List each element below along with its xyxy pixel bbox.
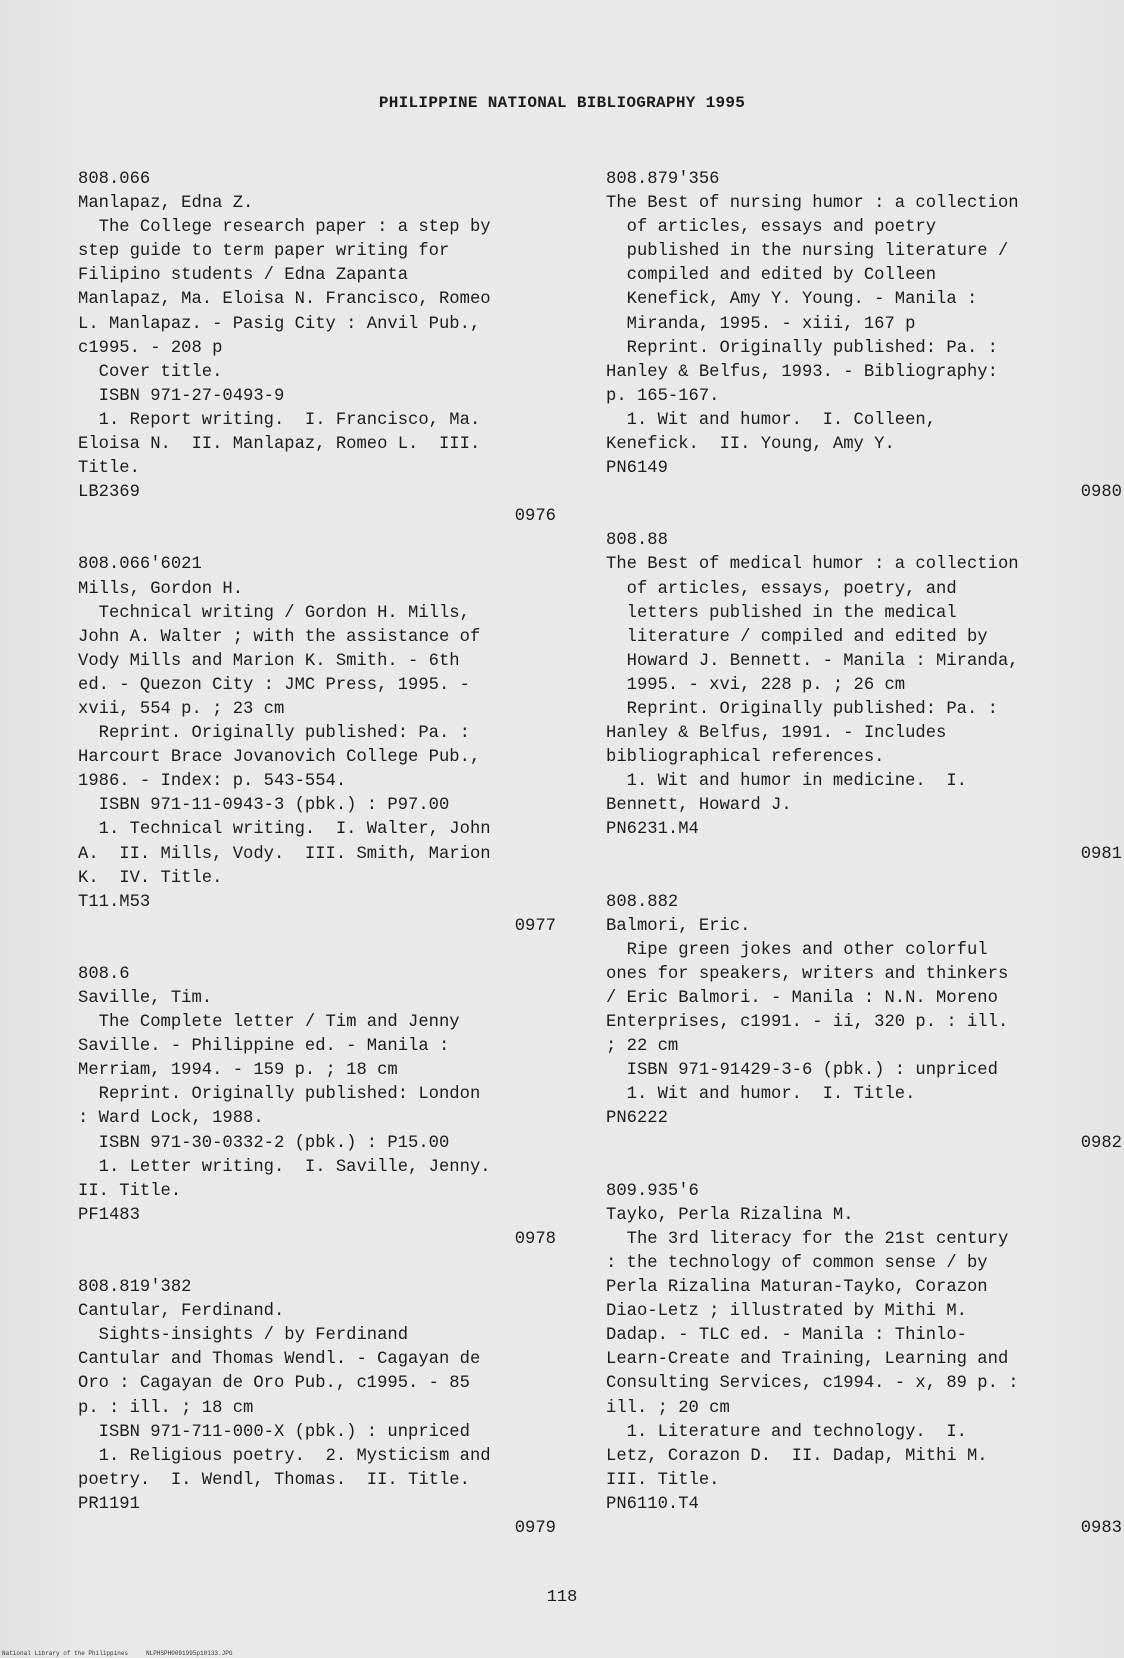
entry-line: Reprint. Originally published: London (78, 1085, 481, 1105)
entry-line: John A. Walter ; with the assistance of (78, 627, 481, 647)
entry-number: 0981 (1080, 844, 1122, 864)
entry-line: c1995. - 208 p (78, 338, 223, 358)
entry-line: II. Title. (78, 1181, 182, 1201)
entry-number: 0982 (1080, 1133, 1122, 1153)
entry-line: A. II. Mills, Vody. III. Smith, Marion (78, 844, 491, 864)
bibliography-entry (606, 891, 1122, 1156)
bibliography-entry (78, 963, 578, 1252)
entry-line: PN6149 (606, 459, 668, 479)
entry-line: Sights-insights / by Ferdinand (78, 1326, 409, 1346)
classification-number: 808.882 (606, 892, 679, 912)
entry-line: L. Manlapaz. - Pasig City : Anvil Pub., (78, 314, 481, 334)
entry-line: 1. Letter writing. I. Saville, Jenny. (78, 1157, 491, 1177)
entry-line: Kenefick. II. Young, Amy Y. (606, 435, 895, 455)
entry-line: / Eric Balmori. - Manila : N.N. Moreno (606, 989, 998, 1008)
entry-line: ed. - Quezon City : JMC Press, 1995. - (78, 675, 470, 695)
entry-line: Manlapaz, Edna Z. (78, 194, 254, 214)
entry-line: xvii, 554 p. ; 23 cm (78, 699, 285, 719)
entry-line: ISBN 971-711-000-X (pbk.) : unpriced (78, 1422, 470, 1442)
entry-line: The Best of nursing humor : a collection (606, 194, 1019, 214)
entry-number: 0977 (514, 916, 556, 936)
entry-line: Perla Rizalina Maturan-Tayko, Corazon (606, 1278, 988, 1298)
entry-line: compiled and edited by Colleen (606, 266, 937, 286)
bibliography-entry (78, 553, 578, 939)
footer-credit: National Library of the Philippines NLPHSPH0091995p10133.JPG (2, 1650, 233, 1657)
entry-line: PF1483 (78, 1205, 140, 1225)
entry-line: The 3rd literacy for the 21st century (606, 1229, 1009, 1249)
entry-line: 1. Wit and humor. I. Colleen, (606, 410, 937, 430)
entry-line: ISBN 971-11-0943-3 (pbk.) : P97.00 (78, 796, 450, 816)
entry-spacer (78, 529, 578, 553)
entry-line: Ripe green jokes and other colorful (606, 940, 988, 960)
page-number: 118 (546, 1588, 578, 1607)
entry-line: Cantular, Ferdinand. (78, 1302, 285, 1322)
entry-line: : Ward Lock, 1988. (78, 1109, 264, 1129)
entry-line: of articles, essays, poetry, and (606, 579, 957, 599)
entry-line: Reprint. Originally published: Pa. : (606, 338, 998, 358)
entry-line: Howard J. Bennett. - Manila : Miranda, (606, 651, 1019, 671)
entry-line: Technical writing / Gordon H. Mills, (78, 603, 470, 623)
entry-line: : the technology of common sense / by (606, 1253, 988, 1273)
bibliography-entry (606, 168, 1122, 505)
entry-line: ISBN 971-30-0332-2 (pbk.) : P15.00 (78, 1133, 450, 1153)
entry-line: literature / compiled and edited by (606, 627, 988, 647)
entry-line: Letz, Corazon D. II. Dadap, Mithi M. (606, 1446, 988, 1466)
entry-line: III. Title. (606, 1470, 720, 1490)
entry-line: p. 165-167. (606, 386, 720, 406)
entry-number: 0980 (1080, 483, 1122, 503)
entry-line: Vody Mills and Marion K. Smith. - 6th (78, 651, 460, 671)
entry-line: Balmori, Eric. (606, 916, 751, 936)
entry-line: Saville, Tim. (78, 989, 213, 1008)
entry-line: PN6110.T4 (606, 1494, 699, 1514)
entry-line: Tayko, Perla Rizalina M. (606, 1205, 854, 1225)
entry-line: Merriam, 1994. - 159 p. ; 18 cm (78, 1061, 398, 1081)
entry-line: 1. Technical writing. I. Walter, John (78, 820, 491, 840)
entry-number: 0979 (514, 1518, 556, 1538)
entry-line: ISBN 971-27-0493-9 (78, 386, 285, 406)
entry-spacer (78, 1252, 578, 1276)
entry-line: 1. Report writing. I. Francisco, Ma. (78, 410, 481, 430)
bibliography-entry (78, 168, 578, 529)
entry-line: ill. ; 20 cm (606, 1398, 730, 1418)
entry-line: PR1191 (78, 1494, 140, 1514)
entry-line: The College research paper : a step by (78, 218, 491, 238)
entry-line: Hanley & Belfus, 1991. - Includes (606, 724, 947, 744)
entry-number: 0983 (1080, 1518, 1122, 1538)
entry-spacer (606, 505, 1106, 529)
entry-line: Bennett, Howard J. (606, 796, 792, 816)
entry-line: Cover title. (78, 362, 223, 382)
entry-line: ones for speakers, writers and thinkers (606, 964, 1009, 984)
entry-line: Harcourt Brace Jovanovich College Pub., (78, 748, 481, 768)
entry-line: Consulting Services, c1994. - x, 89 p. : (606, 1374, 1019, 1394)
classification-number: 808.6 (78, 964, 130, 984)
entry-line: p. : ill. ; 18 cm (78, 1398, 254, 1418)
entry-line: Oro : Cagayan de Oro Pub., c1995. - 85 (78, 1374, 470, 1394)
entry-line: Filipino students / Edna Zapanta (78, 266, 409, 286)
entry-line: Reprint. Originally published: Pa. : (78, 724, 470, 744)
entry-line: step guide to term paper writing for (78, 242, 450, 262)
entry-line: of articles, essays and poetry (606, 218, 937, 238)
entry-line: 1986. - Index: p. 543-554. (78, 772, 347, 792)
classification-number: 808.066'6021 (78, 555, 202, 575)
entry-line: ISBN 971-91429-3-6 (pbk.) : unpriced (606, 1061, 998, 1081)
entry-spacer (606, 1156, 1106, 1180)
entry-line: published in the nursing literature / (606, 242, 1009, 262)
entry-number: 0976 (514, 507, 556, 527)
entry-line: PN6231.M4 (606, 820, 699, 840)
entry-line: PN6222 (606, 1109, 668, 1129)
right-column (606, 168, 1122, 1541)
entry-line: Saville. - Philippine ed. - Manila : (78, 1037, 450, 1057)
entry-line: The Complete letter / Tim and Jenny (78, 1013, 460, 1033)
entry-spacer (606, 867, 1106, 891)
entry-line: Mills, Gordon H. (78, 579, 244, 599)
entry-line: 1995. - xvi, 228 p. ; 26 cm (606, 675, 906, 695)
bibliography-entry (78, 1276, 578, 1541)
page-header: PHILIPPINE NATIONAL BIBLIOGRAPHY 1995 (378, 94, 746, 112)
entry-line: Miranda, 1995. - xiii, 167 p (606, 314, 916, 334)
entry-line: Cantular and Thomas Wendl. - Cagayan de (78, 1350, 481, 1370)
classification-number: 809.935'6 (606, 1181, 699, 1201)
entry-number: 0978 (514, 1229, 556, 1249)
entry-line: 1. Wit and humor in medicine. I. (606, 772, 967, 792)
left-column (78, 168, 578, 1541)
entry-line: T11.M53 (78, 892, 151, 912)
entry-line: Kenefick, Amy Y. Young. - Manila : (606, 290, 978, 310)
entry-line: 1. Literature and technology. I. (606, 1422, 967, 1442)
entry-line: K. IV. Title. (78, 868, 223, 888)
entry-line: Learn-Create and Training, Learning and (606, 1350, 1009, 1370)
entry-line: poetry. I. Wendl, Thomas. II. Title. (78, 1470, 470, 1490)
entry-line: 1. Religious poetry. 2. Mysticism and (78, 1446, 491, 1466)
entry-spacer (78, 939, 578, 963)
entry-line: bibliographical references. (606, 748, 885, 768)
classification-number: 808.066 (78, 170, 151, 189)
entry-line: The Best of medical humor : a collection (606, 555, 1019, 575)
entry-line: Hanley & Belfus, 1993. - Bibliography: (606, 362, 998, 382)
entry-line: ; 22 cm (606, 1037, 679, 1057)
bibliography-entry (606, 1180, 1122, 1541)
entry-line: Diao-Letz ; illustrated by Mithi M. (606, 1302, 967, 1322)
entry-line: letters published in the medical (606, 603, 957, 623)
classification-number: 808.88 (606, 531, 668, 551)
classification-number: 808.879'356 (606, 170, 720, 189)
entry-line: Eloisa N. II. Manlapaz, Romeo L. III. (78, 435, 481, 455)
entry-line: Reprint. Originally published: Pa. : (606, 699, 998, 719)
entry-line: Enterprises, c1991. - ii, 320 p. : ill. (606, 1013, 1009, 1033)
bibliography-entry (606, 529, 1122, 866)
entry-line: Title. (78, 459, 140, 479)
entry-line: Dadap. - TLC ed. - Manila : Thinlo- (606, 1326, 967, 1346)
entry-line: 1. Wit and humor. I. Title. (606, 1085, 916, 1105)
entry-line: LB2369 (78, 483, 140, 503)
classification-number: 808.819'382 (78, 1278, 192, 1298)
entry-line: Manlapaz, Ma. Eloisa N. Francisco, Romeo (78, 290, 491, 310)
